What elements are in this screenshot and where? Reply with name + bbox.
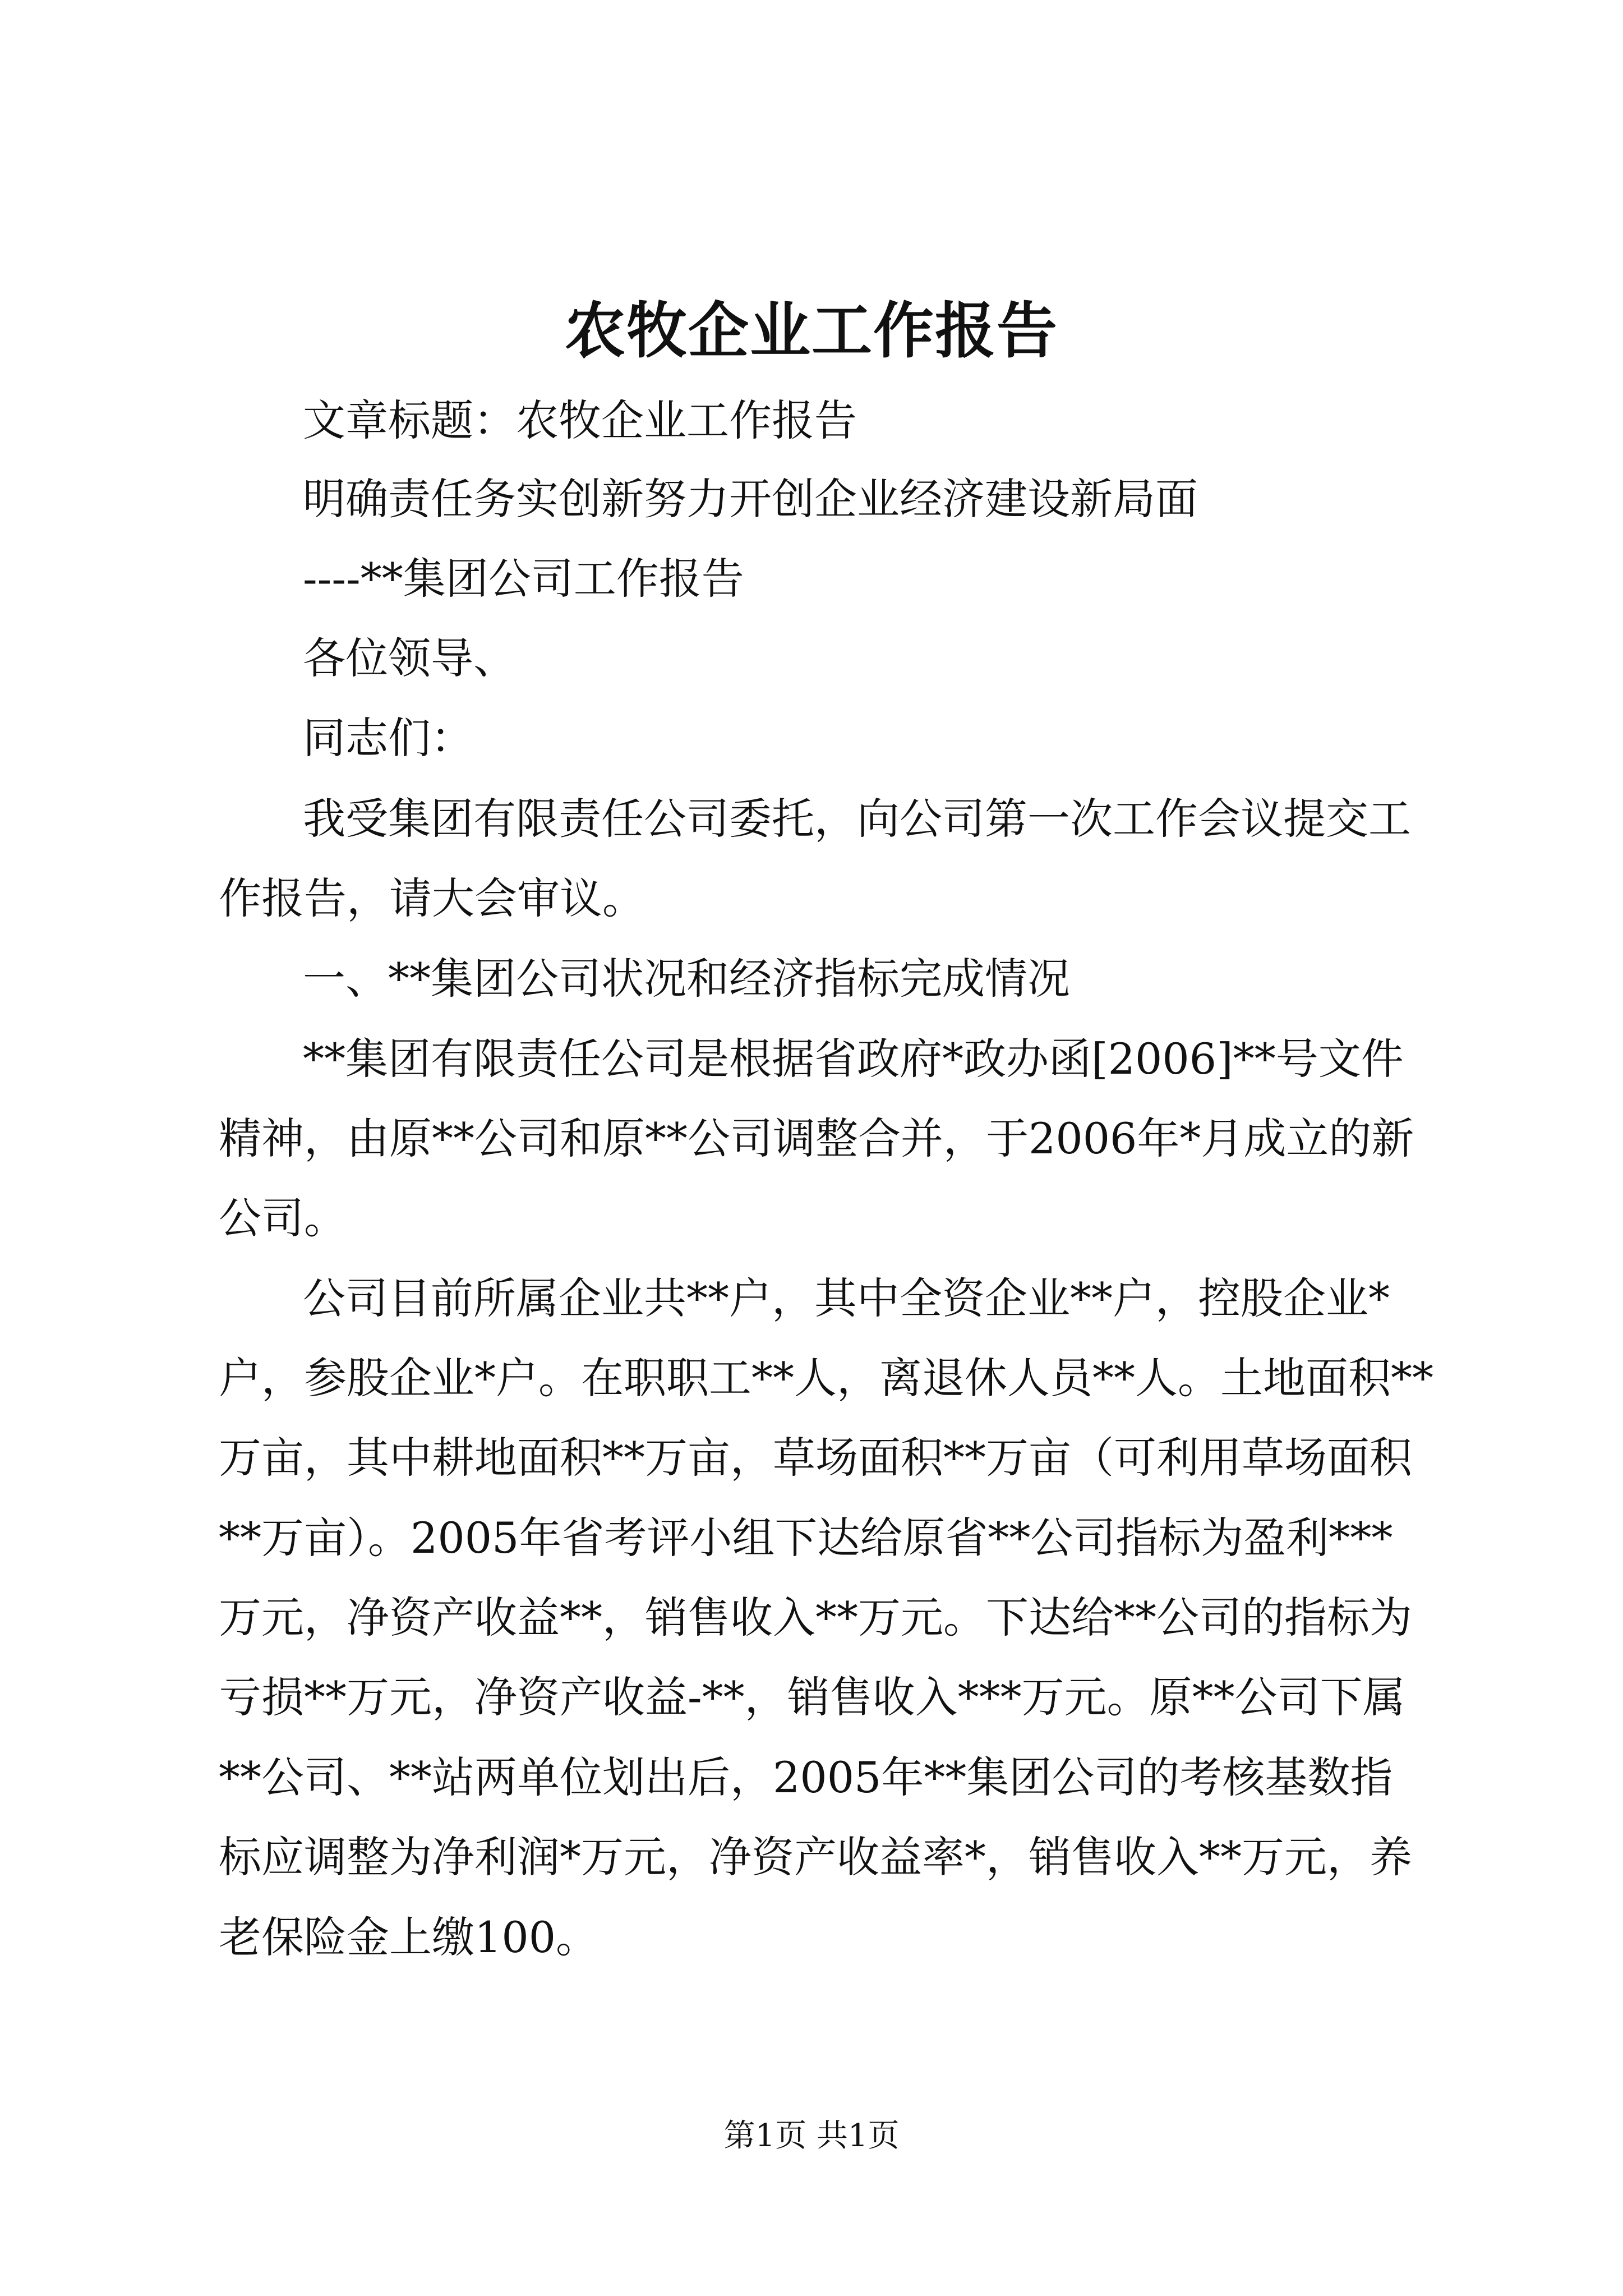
body-paragraph-line: 标应调整为净利润*万元，净资产收益率*，销售收入**万元，养 [219,1832,1412,1882]
body-paragraph-line: 我受集团有限责任公司委托，向公司第一次工作会议提交工 [303,794,1411,844]
document-title: 农牧企业工作报告 [564,296,1058,366]
section-heading: 一、**集团公司状况和经济指标完成情况 [303,954,1070,1004]
report-subject-line: 明确责任务实创新努力开创企业经济建设新局面 [303,474,1198,524]
body-paragraph-line: 户，参股企业*户。在职职工**人，离退休人员**人。土地面积** [219,1353,1433,1403]
body-paragraph-line: 亏损**万元，净资产收益-**，销售收入***万元。原**公司下属 [219,1672,1405,1722]
report-byline: ----**集团公司工作报告 [303,554,744,604]
salutation-leaders: 各位领导、 [303,633,516,683]
body-paragraph-line: 老保险金上缴100。 [219,1912,599,1962]
body-paragraph-line: 作报告，请大会审议。 [219,873,645,923]
page-number-footer: 第1页 共1页 [723,2118,900,2154]
body-paragraph-line: **公司、**站两单位划出后，2005年**集团公司的考核基数指 [219,1752,1393,1802]
body-paragraph-line: 精神，由原**公司和原**公司调整合并，于2006年*月成立的新 [219,1114,1414,1163]
body-paragraph-line: **集团有限责任公司是根据省政府*政办函[2006]**号文件 [303,1034,1404,1084]
body-paragraph-line: 万亩，其中耕地面积**万亩，草场面积**万亩（可利用草场面积 [219,1433,1412,1483]
salutation-comrades: 同志们： [303,713,473,763]
body-paragraph-line: 万元，净资产收益**，销售收入**万元。下达给**公司的指标为 [219,1593,1412,1642]
body-paragraph-line: **万亩）。2005年省考评小组下达给原省**公司指标为盈利*** [219,1513,1393,1563]
article-title-line: 文章标题：农牧企业工作报告 [303,395,857,445]
body-paragraph-line: 公司。 [219,1193,347,1243]
body-paragraph-line: 公司目前所属企业共**户，其中全资企业**户，控股企业* [303,1273,1390,1323]
